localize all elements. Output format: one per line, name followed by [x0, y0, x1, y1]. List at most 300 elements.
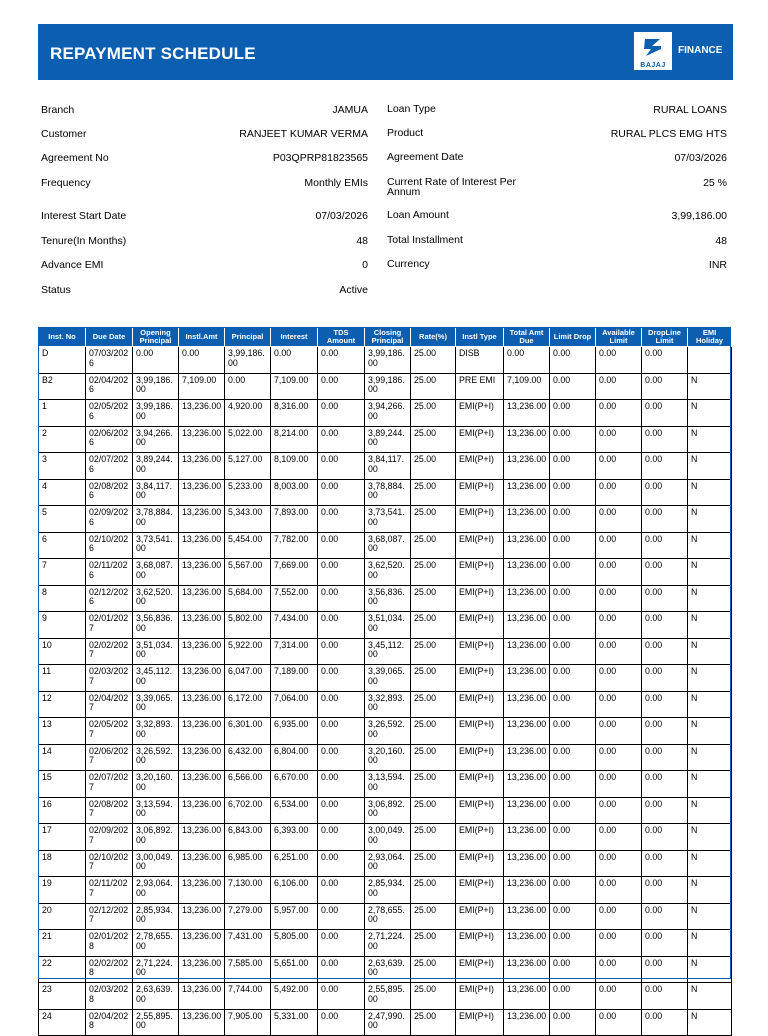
column-header: Closing Principal: [365, 328, 411, 347]
table-cell: 3,26,592.00: [365, 718, 411, 745]
table-cell: 3,06,892.00: [133, 824, 179, 851]
table-cell: 13,236.00: [504, 612, 550, 639]
table-cell: 02/10/2027: [86, 850, 133, 877]
table-row: [39, 718, 732, 745]
table-cell: 25.00: [411, 771, 456, 798]
table-cell: 6,251.00: [271, 850, 318, 877]
table-cell: 13,236.00: [504, 1009, 550, 1036]
table-row: [39, 426, 732, 453]
table-cell: 13,236.00: [179, 400, 225, 427]
table-cell: N: [688, 426, 732, 453]
table-cell: 7,431.00: [225, 930, 271, 957]
table-cell: 8,316.00: [271, 400, 318, 427]
table-cell: 02/10/2026: [86, 532, 133, 559]
table-cell: 0.00: [642, 638, 688, 665]
table-cell: 5,233.00: [225, 479, 271, 506]
table-cell: 02/09/2027: [86, 824, 133, 851]
table-row: [39, 665, 732, 692]
table-cell: 0.00: [133, 347, 179, 374]
table-cell: 0.00: [318, 612, 365, 639]
table-cell: EMI(P+I): [456, 824, 504, 851]
table-cell: 17: [39, 824, 86, 851]
table-cell: 0.00: [550, 665, 596, 692]
table-cell: 5,454.00: [225, 532, 271, 559]
table-cell: 02/12/2026: [86, 585, 133, 612]
table-cell: 13,236.00: [179, 718, 225, 745]
table-cell: 02/11/2026: [86, 559, 133, 586]
table-row: [39, 771, 732, 798]
table-cell: 25.00: [411, 744, 456, 771]
table-cell: 0.00: [550, 930, 596, 957]
table-cell: 5: [39, 506, 86, 533]
table-row: [39, 903, 732, 930]
table-cell: 0.00: [550, 612, 596, 639]
table-cell: 5,022.00: [225, 426, 271, 453]
table-cell: 0.00: [642, 877, 688, 904]
table-cell: 24: [39, 1009, 86, 1036]
table-cell: 0.00: [318, 930, 365, 957]
table-cell: 0.00: [642, 665, 688, 692]
table-cell: 3: [39, 453, 86, 480]
table-cell: 02/05/2026: [86, 400, 133, 427]
table-cell: 3,89,244.00: [365, 426, 411, 453]
info-value: 3,99,186.00: [671, 210, 727, 222]
table-cell: 8,214.00: [271, 426, 318, 453]
table-cell: EMI(P+I): [456, 903, 504, 930]
column-header: Due Date: [86, 328, 133, 347]
table-cell: 02/04/2026: [86, 373, 133, 400]
table-cell: 3,62,520.00: [365, 559, 411, 586]
table-row: [39, 347, 732, 374]
table-cell: 25.00: [411, 532, 456, 559]
table-cell: EMI(P+I): [456, 400, 504, 427]
info-label: Total Installment: [387, 234, 463, 246]
table-cell: 13: [39, 718, 86, 745]
info-label: Branch: [41, 104, 75, 116]
table-row: [39, 983, 732, 1010]
table-cell: 13,236.00: [504, 797, 550, 824]
table-cell: 0.00: [318, 585, 365, 612]
table-cell: 0.00: [596, 347, 642, 374]
table-cell: 13,236.00: [504, 903, 550, 930]
table-cell: 19: [39, 877, 86, 904]
table-cell: 13,236.00: [504, 426, 550, 453]
table-cell: EMI(P+I): [456, 665, 504, 692]
table-cell: 25.00: [411, 956, 456, 983]
table-cell: 13,236.00: [504, 665, 550, 692]
table-cell: 3,51,034.00: [365, 612, 411, 639]
table-cell: N: [688, 691, 732, 718]
table-cell: 0.00: [318, 797, 365, 824]
table-cell: 0.00: [550, 797, 596, 824]
table-cell: 0.00: [596, 426, 642, 453]
table-cell: N: [688, 1009, 732, 1036]
table-cell: 2,78,655.00: [365, 903, 411, 930]
info-label: Product: [387, 127, 424, 139]
table-cell: 25.00: [411, 930, 456, 957]
table-cell: 0.00: [596, 559, 642, 586]
table-cell: 0.00: [318, 665, 365, 692]
table-row: [39, 479, 732, 506]
table-cell: 0.00: [642, 824, 688, 851]
table-cell: 0.00: [642, 691, 688, 718]
table-cell: 13,236.00: [179, 585, 225, 612]
table-cell: 0.00: [318, 532, 365, 559]
table-cell: N: [688, 824, 732, 851]
bajaj-logo-icon: [634, 32, 672, 70]
table-cell: 7,434.00: [271, 612, 318, 639]
table-cell: 3,32,893.00: [365, 691, 411, 718]
table-cell: [688, 347, 732, 374]
column-header: Instl Type: [456, 328, 504, 347]
table-cell: 0.00: [642, 930, 688, 957]
table-cell: 0.00: [596, 506, 642, 533]
table-cell: 2,55,895.00: [365, 983, 411, 1010]
table-cell: 13,236.00: [504, 691, 550, 718]
table-cell: N: [688, 559, 732, 586]
table-cell: N: [688, 930, 732, 957]
table-cell: 0.00: [550, 824, 596, 851]
column-header: Total Amt Due: [504, 328, 550, 347]
table-cell: 25.00: [411, 665, 456, 692]
table-cell: 2,78,655.00: [133, 930, 179, 957]
table-cell: 0.00: [550, 744, 596, 771]
table-row: [39, 400, 732, 427]
table-cell: 13,236.00: [179, 426, 225, 453]
table-cell: 0.00: [642, 956, 688, 983]
table-cell: 13,236.00: [504, 506, 550, 533]
table-cell: 0.00: [596, 1009, 642, 1036]
table-cell: 25.00: [411, 903, 456, 930]
table-cell: 7,109.00: [179, 373, 225, 400]
table-cell: 6,393.00: [271, 824, 318, 851]
table-cell: 0.00: [318, 718, 365, 745]
table-cell: 13,236.00: [504, 877, 550, 904]
table-cell: EMI(P+I): [456, 453, 504, 480]
info-label: Currency: [387, 258, 430, 270]
table-cell: 0.00: [318, 347, 365, 374]
table-cell: N: [688, 903, 732, 930]
table-cell: 13,236.00: [504, 956, 550, 983]
table-cell: 0.00: [550, 453, 596, 480]
table-cell: 6,804.00: [271, 744, 318, 771]
info-label: Loan Type: [387, 103, 436, 115]
table-cell: 0.00: [550, 347, 596, 374]
table-row: [39, 612, 732, 639]
table-cell: 0.00: [318, 877, 365, 904]
table-cell: N: [688, 771, 732, 798]
column-header: Inst. No: [39, 328, 86, 347]
table-cell: 0.00: [642, 347, 688, 374]
table-cell: 13,236.00: [179, 479, 225, 506]
table-cell: 02/03/2028: [86, 983, 133, 1010]
table-cell: 3,78,884.00: [365, 479, 411, 506]
table-cell: 0.00: [642, 612, 688, 639]
table-cell: 0.00: [596, 453, 642, 480]
table-cell: 02/04/2028: [86, 1009, 133, 1036]
table-cell: 7,585.00: [225, 956, 271, 983]
column-header: TDS Amount: [318, 328, 365, 347]
table-cell: 6,670.00: [271, 771, 318, 798]
table-cell: 20: [39, 903, 86, 930]
table-cell: 0.00: [550, 426, 596, 453]
table-cell: 25.00: [411, 373, 456, 400]
table-cell: 02/08/2026: [86, 479, 133, 506]
table-cell: 02/02/2028: [86, 956, 133, 983]
table-cell: 02/08/2027: [86, 797, 133, 824]
table-cell: 13,236.00: [179, 506, 225, 533]
table-row: [39, 691, 732, 718]
table-cell: 3,73,541.00: [133, 532, 179, 559]
table-cell: 13,236.00: [179, 744, 225, 771]
repayment-table: [38, 327, 732, 1036]
table-cell: 25.00: [411, 506, 456, 533]
table-cell: 25.00: [411, 850, 456, 877]
table-cell: 6,534.00: [271, 797, 318, 824]
column-header: Interest: [271, 328, 318, 347]
table-cell: 0.00: [550, 373, 596, 400]
table-cell: 8,109.00: [271, 453, 318, 480]
table-cell: 3,20,160.00: [365, 744, 411, 771]
table-cell: 25.00: [411, 638, 456, 665]
table-cell: N: [688, 797, 732, 824]
info-value: 07/03/2026: [674, 152, 727, 164]
table-cell: 13,236.00: [179, 983, 225, 1010]
table-cell: 8: [39, 585, 86, 612]
table-cell: 13,236.00: [179, 612, 225, 639]
info-value: P03QPRP81823565: [272, 152, 368, 164]
table-cell: 2,71,224.00: [133, 956, 179, 983]
table-cell: EMI(P+I): [456, 744, 504, 771]
table-cell: 0.00: [550, 506, 596, 533]
table-cell: 0.00: [550, 771, 596, 798]
table-cell: 0.00: [642, 479, 688, 506]
column-header: Rate(%): [411, 328, 456, 347]
table-cell: 7,314.00: [271, 638, 318, 665]
table-row: [39, 877, 732, 904]
table-cell: 02/04/2027: [86, 691, 133, 718]
table-cell: 0.00: [550, 559, 596, 586]
table-cell: 6,106.00: [271, 877, 318, 904]
table-cell: 5,957.00: [271, 903, 318, 930]
table-cell: 25.00: [411, 983, 456, 1010]
table-cell: 02/11/2027: [86, 877, 133, 904]
table-cell: 6: [39, 532, 86, 559]
table-cell: 10: [39, 638, 86, 665]
table-cell: 9: [39, 612, 86, 639]
table-cell: EMI(P+I): [456, 718, 504, 745]
table-cell: 25.00: [411, 453, 456, 480]
table-cell: 0.00: [596, 903, 642, 930]
table-cell: EMI(P+I): [456, 877, 504, 904]
table-cell: 0.00: [550, 479, 596, 506]
logo-text: BAJAJ: [640, 62, 666, 69]
table-cell: 02/02/2027: [86, 638, 133, 665]
table-cell: 3,78,884.00: [133, 506, 179, 533]
table-row: [39, 824, 732, 851]
table-cell: EMI(P+I): [456, 612, 504, 639]
info-value: 07/03/2026: [315, 210, 368, 222]
table-cell: 7,893.00: [271, 506, 318, 533]
table-cell: 13,236.00: [179, 559, 225, 586]
table-cell: 13,236.00: [179, 956, 225, 983]
column-header: EMI Holiday: [688, 328, 732, 347]
info-value: RURAL PLCS EMG HTS: [610, 128, 727, 140]
info-label: Tenure(In Months): [41, 235, 127, 247]
column-header: Available Limit: [596, 328, 642, 347]
table-cell: 0.00: [318, 691, 365, 718]
info-value: Monthly EMIs: [304, 177, 368, 189]
table-cell: N: [688, 479, 732, 506]
table-cell: 0.00: [596, 479, 642, 506]
table-cell: 0.00: [642, 1009, 688, 1036]
table-cell: 3,68,087.00: [365, 532, 411, 559]
info-value: 48: [356, 235, 368, 247]
table-cell: EMI(P+I): [456, 426, 504, 453]
table-cell: 13,236.00: [504, 453, 550, 480]
info-value: RURAL LOANS: [653, 104, 727, 116]
table-cell: 1: [39, 400, 86, 427]
table-cell: 0.00: [318, 983, 365, 1010]
table-cell: 6,702.00: [225, 797, 271, 824]
table-cell: EMI(P+I): [456, 479, 504, 506]
table-row: [39, 850, 732, 877]
table-cell: 13,236.00: [504, 479, 550, 506]
table-cell: N: [688, 400, 732, 427]
table-cell: 0.00: [318, 824, 365, 851]
table-cell: 13,236.00: [179, 877, 225, 904]
table-row: [39, 373, 732, 400]
table-cell: N: [688, 612, 732, 639]
table-cell: 6,985.00: [225, 850, 271, 877]
table-cell: 2,55,895.00: [133, 1009, 179, 1036]
table-cell: N: [688, 532, 732, 559]
table-cell: 3,39,065.00: [133, 691, 179, 718]
table-cell: 0.00: [318, 453, 365, 480]
table-cell: 0.00: [318, 426, 365, 453]
table-cell: 8,003.00: [271, 479, 318, 506]
table-cell: N: [688, 983, 732, 1010]
table-cell: 7: [39, 559, 86, 586]
table-cell: 0.00: [318, 1009, 365, 1036]
table-cell: 0.00: [318, 559, 365, 586]
table-cell: 6,432.00: [225, 744, 271, 771]
table-cell: 0.00: [596, 824, 642, 851]
table-cell: 0.00: [596, 744, 642, 771]
table-cell: 25.00: [411, 426, 456, 453]
table-cell: 3,45,112.00: [133, 665, 179, 692]
table-cell: 0.00: [642, 506, 688, 533]
table-cell: EMI(P+I): [456, 983, 504, 1010]
table-cell: 0.00: [642, 453, 688, 480]
table-cell: 3,56,836.00: [365, 585, 411, 612]
table-cell: 21: [39, 930, 86, 957]
table-cell: 13,236.00: [179, 824, 225, 851]
info-label: Customer: [41, 128, 87, 140]
page-title: REPAYMENT SCHEDULE: [50, 44, 256, 63]
table-cell: 0.00: [596, 983, 642, 1010]
info-value: INR: [708, 259, 727, 271]
table-cell: 0.00: [642, 797, 688, 824]
table-cell: 0.00: [642, 559, 688, 586]
table-cell: 6,935.00: [271, 718, 318, 745]
table-cell: 3,13,594.00: [133, 797, 179, 824]
table-cell: 25.00: [411, 559, 456, 586]
table-cell: 0.00: [596, 797, 642, 824]
table-cell: 0.00: [550, 638, 596, 665]
table-cell: 18: [39, 850, 86, 877]
table-cell: 02/06/2027: [86, 744, 133, 771]
info-value: 0: [362, 259, 368, 271]
table-cell: 12: [39, 691, 86, 718]
table-cell: 23: [39, 983, 86, 1010]
table-cell: 7,064.00: [271, 691, 318, 718]
table-cell: 5,492.00: [271, 983, 318, 1010]
info-value: RANJEET KUMAR VERMA: [239, 128, 368, 140]
table-cell: 11: [39, 665, 86, 692]
table-cell: 02/05/2027: [86, 718, 133, 745]
table-cell: 3,51,034.00: [133, 638, 179, 665]
table-row: [39, 559, 732, 586]
table-cell: 5,127.00: [225, 453, 271, 480]
table-cell: 2,63,639.00: [365, 956, 411, 983]
table-cell: 0.00: [550, 691, 596, 718]
table-cell: 0.00: [550, 877, 596, 904]
table-cell: N: [688, 585, 732, 612]
table-cell: 13,236.00: [179, 903, 225, 930]
table-cell: 2,47,990.00: [365, 1009, 411, 1036]
table-cell: 0.00: [596, 373, 642, 400]
table-cell: EMI(P+I): [456, 506, 504, 533]
table-cell: 3,99,186.00: [133, 373, 179, 400]
table-row: [39, 956, 732, 983]
table-row: [39, 585, 732, 612]
table-cell: 7,669.00: [271, 559, 318, 586]
table-cell: 3,99,186.00: [133, 400, 179, 427]
table-cell: 0.00: [596, 956, 642, 983]
table-cell: 25.00: [411, 691, 456, 718]
table-cell: 3,99,186.00: [365, 347, 411, 374]
table-cell: 0.00: [550, 983, 596, 1010]
table-cell: 3,68,087.00: [133, 559, 179, 586]
table-cell: 0.00: [596, 612, 642, 639]
table-cell: 07/03/2026: [86, 347, 133, 374]
table-cell: 0.00: [179, 347, 225, 374]
table-cell: 4,920.00: [225, 400, 271, 427]
table-cell: 0.00: [271, 347, 318, 374]
column-header: Instl.Amt: [179, 328, 225, 347]
table-cell: 13,236.00: [179, 797, 225, 824]
table-cell: 0.00: [550, 1009, 596, 1036]
table-cell: 0.00: [642, 983, 688, 1010]
table-cell: 0.00: [225, 373, 271, 400]
table-cell: 0.00: [550, 903, 596, 930]
table-cell: 0.00: [318, 850, 365, 877]
table-cell: 0.00: [642, 850, 688, 877]
table-cell: N: [688, 373, 732, 400]
table-cell: 0.00: [642, 426, 688, 453]
table-cell: 5,922.00: [225, 638, 271, 665]
table-cell: 3,00,049.00: [365, 824, 411, 851]
table-cell: 0.00: [596, 691, 642, 718]
table-cell: 13,236.00: [504, 585, 550, 612]
column-header: Opening Principal: [133, 328, 179, 347]
table-cell: D: [39, 347, 86, 374]
table-cell: EMI(P+I): [456, 771, 504, 798]
table-cell: 0.00: [596, 532, 642, 559]
table-cell: 13,236.00: [504, 400, 550, 427]
table-cell: 3,13,594.00: [365, 771, 411, 798]
